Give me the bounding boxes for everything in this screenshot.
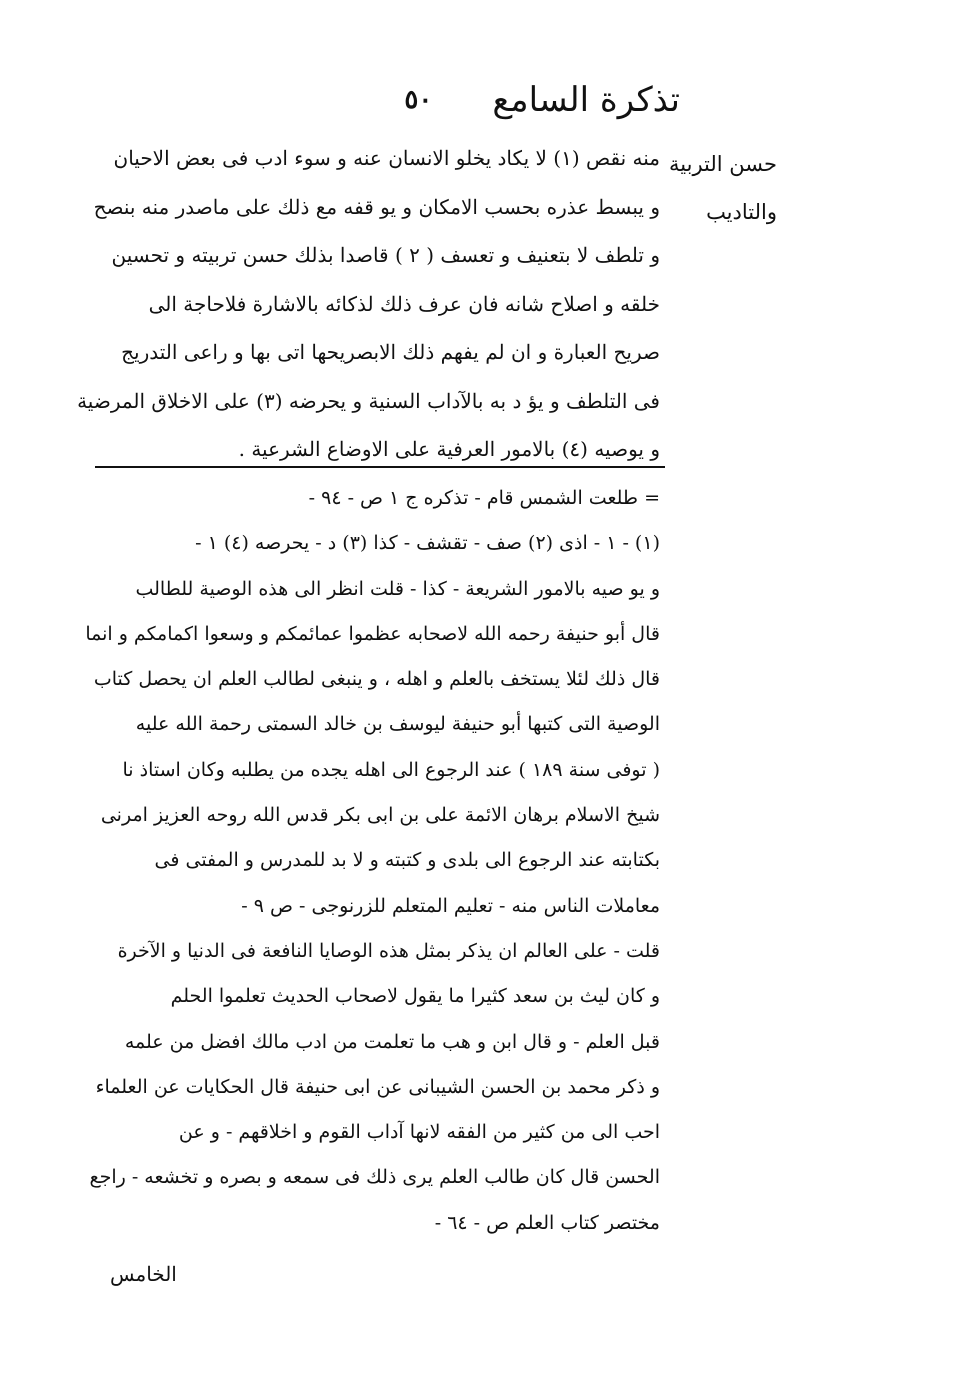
margin-note-line: حسن التربية (669, 152, 777, 176)
footnote-line: قال ذلك لئلا يستخف بالعلم و اهله ، و ينبغى لطالب العلم ان يحصل كتاب (93, 668, 660, 691)
footnote-line: (١) - ١ - اذى (٢) صف - تقشف - كذا (٣) د - يحرصه (٤) ١ - (195, 532, 660, 555)
footnote-divider (95, 466, 665, 468)
main-text-line: خلقه و اصلاح شانه فان عرف ذلك لذكائه بالاشارة فلاحاجة الى (148, 291, 660, 316)
footnote-line: و ذكر محمد بن الحسن الشيبانى عن ابى حنيفة قال الحكايات عن العلماء (95, 1075, 660, 1098)
footnote-line: و كان ليث بن سعد كثيرا ما يقول لاصحاب الحديث تعلموا الحلم (170, 985, 660, 1008)
page-title: تذكرة السامع (492, 80, 680, 120)
footnote-line: ( توفى سنة ١٨٩ ) عند الرجوع الى اهله يجده من يطلبه وكان استاذ نا (122, 758, 660, 781)
main-text-line: و يوصيه (٤) بالامور العرفية على الاوضاع الشرعية . (238, 437, 660, 461)
footnote-line: مختصر كتاب العلم ص - ٦٤ - (434, 1211, 660, 1234)
footnote-line: قبل العلم - و قال ابن و هب ما تعلمت من ادب مالك افضل من علمه (124, 1030, 660, 1053)
footnote-line: قلت - على العالم ان يذكر بمثل هذه الوصايا النافعة فى الدنيا و الآخرة (117, 939, 660, 962)
footnote-line: الوصية التى كتبها أبو حنيفة ليوسف بن خالد السمتى رحمة الله عليه (135, 713, 660, 736)
margin-note-line: والتاديب (706, 200, 777, 224)
footnote-line: معاملات الناس منه - تعليم المتعلم للزرنوجى - ص ٩ - (241, 894, 660, 917)
main-text-line: صريح العبارة و ان لم يفهم ذلك الابصريحها اتى بها و راعى التدريج (121, 340, 660, 364)
page-number: ٥٠ (404, 85, 433, 115)
margin-note (657, 140, 777, 236)
footnote-line: بكتابته عند الرجوع الى بلدى و كتبته و لا بد للمدرس و المفتى فى (154, 849, 660, 872)
footnote-line: قال أبو حنيفة رحمه الله لاصحابه عظموا عمائمكم و وسعوا اكمامكم و انما (85, 622, 660, 645)
footnote-line: و يو صيه بالامور الشريعة - كذا - قلت انظر الى هذه الوصية للطالب (135, 577, 660, 600)
footnotes (85, 476, 660, 1246)
footnote-line: الحسن قال كان طالب العلم يرى ذلك فى سمعه و بصره و تخشعه - راجع (89, 1166, 660, 1189)
main-text-line: فى التلطف و يؤ د به بالآداب السنية و يحرضه (٣) على الاخلاق المرضية (77, 388, 660, 413)
running-header (380, 70, 680, 130)
footnote-line: = طلعت الشمس قام - تذكره ج ١ ص - ٩٤ - (308, 487, 660, 509)
main-text-line: و يبسط عذره بحسب الامكان و يو قفه مع ذلك على ماصدر منه بنصح (93, 194, 660, 219)
main-text-line: و تلطف لا بتعنيف و تعسف ( ٢ ) قاصدا بذلك حسن تربيته و تحسين (111, 243, 660, 267)
main-text (77, 134, 660, 474)
footnote-line: احب الى من كثير من الفقه لانها آداب القوم و اخلاقهم - و عن (178, 1121, 660, 1144)
catchword: الخامس (110, 1262, 177, 1286)
footnote-line: شيخ الاسلام برهان الائمة على بن ابى بكر قدس الله روحه العزيز امرنى (100, 804, 660, 827)
main-text-line: منه نقص (١) لا يكاد يخلو الانسان عنه و سوء ادب فى بعض الاحيان (113, 146, 660, 170)
